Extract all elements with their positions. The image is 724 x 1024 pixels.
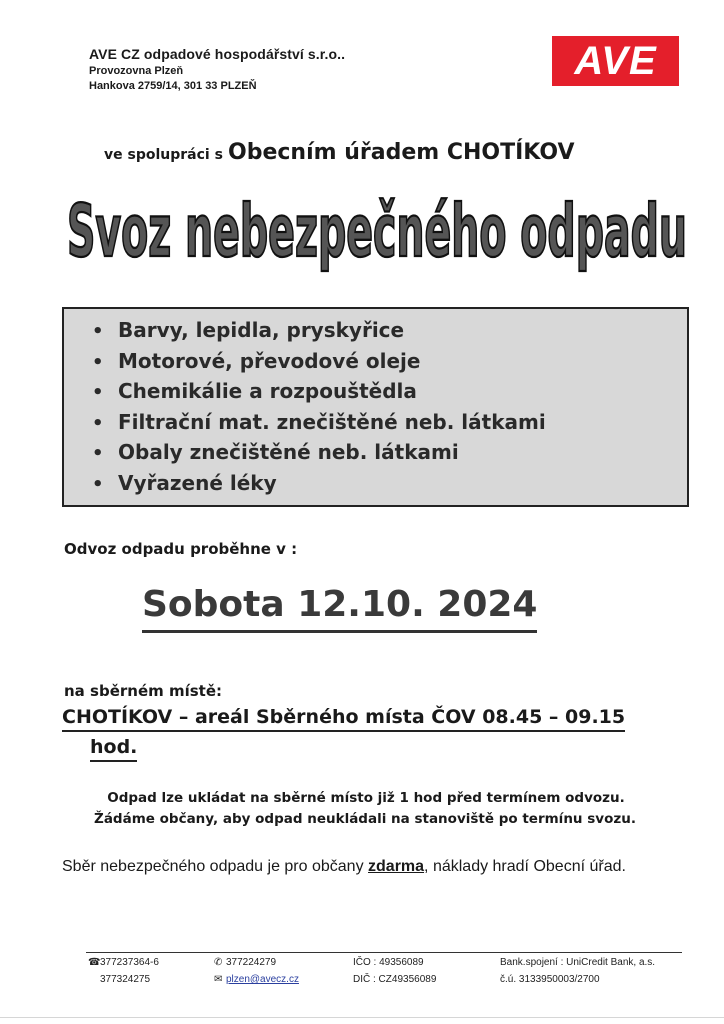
cooperation-partner: Obecním úřadem CHOTÍKOV xyxy=(228,140,575,165)
branch-address: Hankova 2759/14, 301 33 PLZEŇ xyxy=(89,80,257,92)
footer-fax xyxy=(214,957,276,968)
cooperation-prefix: ve spolupráci s xyxy=(104,147,223,163)
waste-type-label: Filtrační mat. znečištěné neb. látkami xyxy=(118,409,546,434)
fax-icon: ✆ xyxy=(214,957,223,968)
phone-icon: ☎ xyxy=(88,957,101,968)
note-line: Žádáme občany, aby odpad neukládali na stanoviště po termínu svozu. xyxy=(94,811,636,827)
footer-email xyxy=(214,974,299,985)
email-icon: ✉ xyxy=(214,974,223,985)
pickup-date: Sobota 12.10. 2024 xyxy=(142,582,537,633)
headline-graphic xyxy=(62,188,692,274)
headline-text: Svoz nebezpečného odpadu xyxy=(67,188,687,274)
list-item xyxy=(92,346,546,377)
bullet-icon: • xyxy=(92,473,104,495)
footer-phone xyxy=(88,957,159,968)
pickup-intro: Odvoz odpadu proběhne v : xyxy=(64,540,298,558)
waste-types-box xyxy=(62,307,689,507)
waste-type-label: Motorové, převodové oleje xyxy=(118,348,421,373)
ave-logo xyxy=(552,36,679,86)
location-intro: na sběrném místě: xyxy=(64,682,223,700)
list-item xyxy=(92,468,546,499)
footer-fax-number: 377224279 xyxy=(226,957,277,968)
waste-type-label: Barvy, lepidla, pryskyřice xyxy=(118,318,405,342)
location-line: CHOTÍKOV – areál Sběrného místa ČOV 08.45 – 09.15 xyxy=(62,704,625,732)
headline xyxy=(62,188,692,274)
list-item xyxy=(92,376,546,407)
list-item xyxy=(92,407,546,438)
footer-divider xyxy=(86,952,682,953)
bullet-icon: • xyxy=(92,321,104,342)
free-service-line xyxy=(62,858,626,876)
free-text-after: , náklady hradí Obecní úřad. xyxy=(424,858,626,875)
waste-types-list xyxy=(92,315,546,498)
footer-phone-1: 377237364-6 xyxy=(100,957,159,968)
waste-type-label: Vyřazené léky xyxy=(118,470,277,495)
branch-name: Provozovna Plzeň xyxy=(89,65,184,77)
waste-type-label: Obaly znečištěné neb. látkami xyxy=(118,440,459,464)
page-edge-line xyxy=(0,1017,724,1018)
footer-account: č.ú. 3133950003/2700 xyxy=(500,974,600,985)
cooperation-line xyxy=(104,140,574,165)
company-name: AVE CZ odpadové hospodářství s.r.o.. xyxy=(89,46,346,62)
email-link[interactable]: plzen@avecz.cz xyxy=(226,974,299,985)
ave-logo-text: AVE xyxy=(574,39,657,83)
list-item xyxy=(92,315,546,346)
footer-bank: Bank.spojení : UniCredit Bank, a.s. xyxy=(500,957,656,968)
bullet-icon: • xyxy=(92,382,104,403)
location-suffix: hod. xyxy=(90,734,137,762)
list-item xyxy=(92,437,546,468)
bullet-icon: • xyxy=(92,443,104,464)
footer-phone-2: 377324275 xyxy=(100,974,151,985)
free-text-before: Sběr nebezpečného odpadu je pro občany xyxy=(62,858,369,875)
footer-ico: IČO : 49356089 xyxy=(353,957,424,968)
waste-type-label: Chemikálie a rozpouštědla xyxy=(118,379,417,403)
note-line: Odpad lze ukládat na sběrné místo již 1 hod před termínem odvozu. xyxy=(107,790,625,806)
free-text-highlight: zdarma xyxy=(368,858,425,875)
footer-dic: DIČ : CZ49356089 xyxy=(353,974,437,985)
bullet-icon: • xyxy=(92,412,104,434)
bullet-icon: • xyxy=(92,351,104,373)
